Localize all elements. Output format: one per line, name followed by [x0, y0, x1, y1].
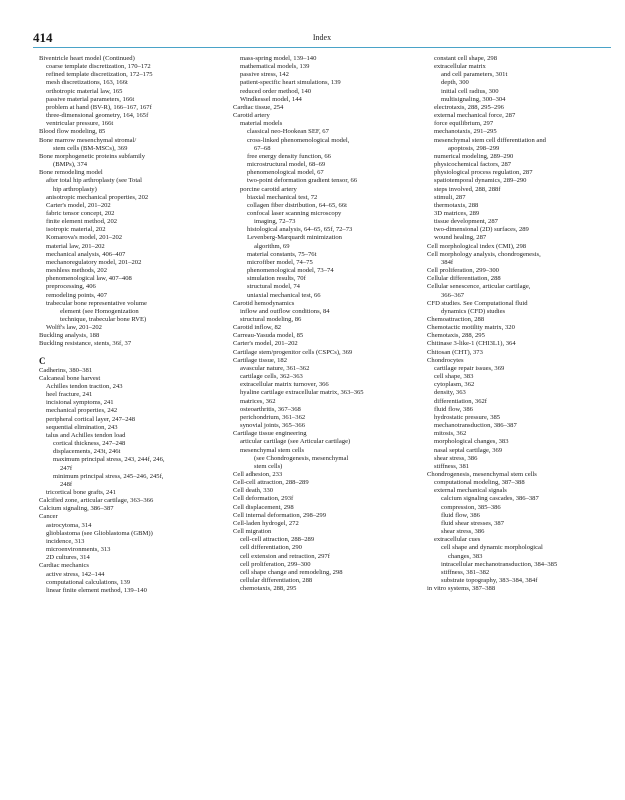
index-subentry: element (see Homogenization [60, 307, 139, 315]
index-entry: Cell-laden hydrogel, 272 [233, 519, 299, 527]
index-entry: Cellular differentiation, 288 [427, 275, 501, 283]
index-subentry: multisignaling, 300–304 [441, 95, 506, 103]
index-subentry: cell differentiation, 290 [240, 544, 302, 552]
index-entry: Carotid artery [233, 112, 270, 120]
index-entry: Chitinase 3-like-1 (CHI3L1), 364 [427, 340, 516, 348]
index-subentry: mass-spring model, 139–140 [240, 55, 317, 62]
index-subentry: fluid flow, 386 [434, 405, 473, 413]
index-subentry: calcium signaling cascades, 386–387 [441, 495, 539, 503]
index-subentry: passive stress, 142 [240, 71, 289, 79]
index-entry: Cardiac tissue, 254 [233, 103, 284, 111]
index-subentry: mitosis, 362 [434, 430, 467, 438]
index-subentry: ventricular pressure, 166t [46, 120, 114, 128]
index-subentry: structural model, 74 [247, 283, 300, 291]
index-entry: CFD studies. See Computational fluid [427, 299, 528, 307]
index-entry: Cellular senescence, articular cartilage, [427, 283, 531, 291]
index-subentry: free energy density function, 66 [247, 152, 331, 160]
index-subentry: two-dimensional (2D) surfaces, 289 [434, 226, 529, 234]
index-entry: Cadherins, 380–381 [39, 366, 93, 374]
index-subentry: confocal laser scanning microscopy [247, 209, 342, 217]
index-subentry: maximum principal stress, 243, 244f, 246, [53, 456, 165, 464]
index-subentry: three-dimensional geometry, 164, 165f [46, 112, 149, 120]
index-entry: Blood flow modeling, 85 [39, 128, 106, 136]
index-subentry: hyaline cartilage extracellular matrix, 363–365 [240, 389, 364, 397]
index-subentry: avascular nature, 361–362 [240, 364, 310, 372]
index-subentry: glioblastoma (see Glioblastoma (GBM)) [46, 529, 153, 537]
index-subentry: passive material parameters, 166t [46, 95, 135, 103]
index-subentry: morphological changes, 383 [434, 438, 509, 446]
index-subentry: Levenberg-Marquardt minimization [247, 234, 342, 242]
header-rule [33, 47, 611, 48]
index-subentry: (BMPs), 374 [53, 161, 88, 169]
index-subentry: microfiber model, 74–75 [247, 258, 313, 266]
index-subentry: orthotropic material law, 165 [46, 87, 123, 95]
index-subentry: synovial joints, 365–366 [240, 422, 306, 430]
index-subentry: thermotaxis, 288 [434, 201, 479, 209]
index-subentry: cytoplasm, 362 [434, 381, 475, 389]
index-subentry: computational modeling, 387–388 [434, 479, 525, 487]
index-subentry: collagen fiber distribution, 64–65, 66t [247, 201, 347, 209]
index-subentry: cell proliferation, 299–300 [240, 560, 311, 568]
index-subentry: constant cell shape, 298 [434, 55, 497, 62]
index-subentry: remodeling points, 407 [46, 291, 107, 299]
index-subentry: anisotropic mechanical properties, 202 [46, 193, 149, 201]
index-subentry: displacements, 243t, 246t [53, 448, 121, 456]
index-entry: Buckling analysis, 188 [39, 332, 100, 340]
index-subentry: mechanoregulatory model, 201–202 [46, 258, 142, 266]
index-entry: Bone marrow mesenchymal stromal/ [39, 136, 137, 144]
index-entry: Cell morphological index (CMI), 298 [427, 242, 527, 250]
index-subentry: spatiotemporal dynamics, 289–290 [434, 177, 527, 185]
index-subentry: fluid shear stresses, 387 [441, 519, 504, 527]
page-number: 414 [33, 30, 53, 45]
index-entry: Cell-cell attraction, 288–289 [233, 479, 309, 487]
index-entry: Chondrogenesis, mesenchymal stem cells [427, 470, 537, 478]
index-column-2 [233, 55, 424, 785]
index-subentry: minimum principal stress, 245–246, 245f, [53, 472, 164, 480]
index-subentry: dynamics (CFD) studies [441, 307, 506, 315]
index-subentry: biaxial mechanical test, 72 [247, 193, 318, 201]
index-entry: Calcium signaling, 386–387 [39, 505, 114, 513]
index-subentry: mechanotaxis, 291–295 [434, 128, 497, 136]
index-entry: Bone morphogenetic proteins subfamily [39, 152, 146, 160]
index-entry: Buckling resistance, stents, 36f, 37 [39, 340, 132, 348]
index-subentry: fabric tensor concept, 202 [46, 209, 115, 217]
index-subentry: chemotaxis, 288, 295 [240, 585, 297, 593]
index-subentry: shear stress, 386 [441, 528, 485, 536]
index-subentry: osteoarthritis, 367–368 [240, 405, 301, 413]
index-subentry: mechanical analysis, 406–407 [46, 250, 126, 258]
index-subentry: electrotaxis, 288, 295–296 [434, 103, 504, 111]
index-column-3 [427, 55, 619, 785]
index-entry: Cartilage stem/progenitor cells (CSPCs), 369 [233, 348, 353, 356]
running-head: Index [312, 33, 332, 42]
index-subentry: computational calculations, 139 [46, 578, 131, 586]
index-column-1 [39, 55, 228, 785]
index-subentry: material constants, 75–76t [247, 250, 317, 258]
index-subentry: inflow and outflow conditions, 84 [240, 307, 330, 315]
index-subentry: nasal septal cartilage, 369 [434, 446, 503, 454]
index-subentry: initial cell radius, 300 [441, 87, 499, 95]
index-entry: Cell internal deformation, 298–299 [233, 511, 327, 519]
index-subentry: incidence, 313 [46, 537, 85, 545]
index-subentry: compression, 385–386 [441, 503, 501, 511]
index-subentry: simulation results, 70f [247, 275, 306, 283]
index-subentry: mesenchymal stem cells [240, 446, 305, 454]
index-subentry: heel fracture, 241 [46, 391, 93, 399]
index-subentry: tissue development, 287 [434, 218, 498, 226]
index-subentry: technique, trabecular bone RVE) [60, 316, 147, 323]
index-subentry: perichondrium, 361–362 [240, 413, 306, 421]
index-subentry: patient-specific heart simulations, 139 [240, 79, 341, 87]
index-subentry: apoptosis, 298–299 [448, 144, 500, 152]
index-subentry: imaging, 72–73 [254, 218, 296, 226]
index-entry: Cartilage tissue engineering [233, 430, 307, 438]
index-subentry: two-point deformation gradient tensor, 66 [247, 177, 358, 185]
index-subentry: 248f [60, 480, 73, 488]
index-subentry: fluid flow, 386 [441, 511, 480, 519]
index-subentry: problem at hand (BV-R), 166–167, 167f [46, 103, 152, 111]
index-subentry: talus and Achilles tendon load [46, 431, 126, 439]
index-subentry: external mechanical signals [434, 487, 507, 495]
index-subentry: hydrostatic pressure, 385 [434, 413, 501, 421]
index-subentry: classical neo-Hookean SEF, 67 [247, 128, 329, 136]
index-entry: Carter's model, 201–202 [233, 340, 298, 348]
index-subentry: phenomenological law, 407–408 [46, 275, 132, 283]
index-entry: Carotid inflow, 82 [233, 324, 282, 332]
index-subentry: differentiation, 362f [434, 397, 487, 405]
index-subentry: porcine carotid artery [240, 185, 297, 193]
index-subentry: algorithm, 69 [254, 242, 290, 250]
index-entry: Cell morphology analysis, chondrogenesis, [427, 250, 541, 258]
index-subentry: stem cells (BM-MSCs), 369 [53, 144, 128, 152]
index-entry: Chemotaxis, 288, 295 [427, 332, 485, 340]
index-subentry: extracellular matrix [434, 63, 486, 71]
index-subentry: mesenchymal stem cell differentiation and [434, 136, 546, 144]
index-subentry: mechanotransduction, 386–387 [434, 422, 517, 430]
index-subentry: tricortical bone grafts, 241 [46, 488, 116, 496]
index-subentry: stiffness, 381 [434, 462, 470, 470]
index-entry: Carotid hemodynamics [233, 299, 295, 307]
index-subentry: mesh discretizations, 163, 166t [46, 79, 128, 87]
index-subentry: phenomenological model, 73–74 [247, 267, 334, 275]
index-subentry: stimuli, 287 [434, 193, 466, 201]
index-entry: Cell migration [233, 528, 272, 536]
index-subentry: Carter's model, 201–202 [46, 201, 111, 209]
index-subentry: Komarova's model, 201–202 [46, 234, 123, 242]
index-entry: Cell proliferation, 299–300 [427, 267, 499, 275]
index-subentry: uniaxial mechanical test, 66 [247, 291, 321, 299]
index-subentry: cortical thickness, 247–248 [53, 440, 126, 448]
index-entry: Cartilage tissue, 182 [233, 356, 288, 364]
index-subentry: shear stress, 386 [434, 454, 478, 462]
index-subentry: mathematical models, 139 [240, 63, 310, 71]
index-entry: Carreau-Yasuda model, 85 [233, 332, 304, 340]
index-subentry: 384f [441, 258, 454, 266]
index-subentry: external mechanical force, 287 [434, 112, 516, 120]
index-subentry: sequential elimination, 243 [46, 423, 118, 431]
index-subentry: (see Chondrogenesis, mesenchymal [254, 454, 349, 462]
index-subentry: physiological process regulation, 287 [434, 169, 533, 177]
index-subentry: histological analysis, 64–65, 65f, 72–73 [247, 226, 353, 234]
index-subentry: density, 363 [434, 389, 466, 397]
index-subentry: intracellular mechanotransduction, 384–385 [441, 560, 558, 568]
index-entry: Bone remodeling model [39, 169, 103, 177]
index-subentry: cartilage repair issues, 369 [434, 364, 505, 372]
index-subentry: substrate topography, 383–384, 384f [441, 577, 538, 584]
index-entry: Cardiac mechanics [39, 562, 89, 570]
index-subentry: cell-cell attraction, 288–289 [240, 536, 315, 544]
index-subentry: coarse template discretization, 170–172 [46, 63, 151, 71]
index-subentry: cartilage cells, 362–363 [240, 373, 303, 381]
index-columns [39, 55, 619, 785]
index-entry: Cell displacement, 298 [233, 503, 294, 511]
index-subentry: changes, 383 [448, 552, 483, 560]
index-subentry: cell shape change and remodeling, 298 [240, 568, 343, 576]
index-subentry: hip arthroplasty) [53, 185, 97, 193]
index-subentry: extracellular cues [434, 536, 481, 544]
section-letter: C [39, 355, 46, 366]
index-subentry: mechanical properties, 242 [46, 407, 118, 415]
index-subentry: phenomenological model, 67 [247, 169, 324, 177]
index-subentry: isotropic material, 202 [46, 226, 106, 234]
index-subentry: articular cartilage (see Articular cartilage) [240, 438, 351, 446]
index-entry: in vitro systems, 387–388 [427, 585, 496, 593]
index-subentry: linear finite element method, 139–140 [46, 586, 147, 594]
index-subentry: cell extension and retraction, 297f [240, 552, 330, 560]
index-subentry: astrocytoma, 314 [46, 521, 92, 529]
index-entry: Cell deformation, 293f [233, 495, 294, 503]
index-subentry: physicochemical factors, 287 [434, 161, 512, 169]
index-subentry: 3D matrices, 289 [434, 209, 480, 217]
index-subentry: preprocessing, 406 [46, 283, 96, 291]
index-entry: Chitosan (CHT), 373 [427, 348, 483, 356]
index-subentry: cell shape, 383 [434, 373, 474, 381]
index-subentry: wound healing, 287 [434, 234, 487, 242]
index-subentry: cross-linked phenomenological model, [247, 136, 350, 144]
index-subentry: 247f [60, 464, 73, 472]
index-subentry: depth, 300 [441, 79, 469, 87]
index-subentry: cellular differentiation, 288 [240, 577, 313, 584]
index-subentry: meshless methods, 202 [46, 267, 107, 275]
index-subentry: refined template discretization, 172–175 [46, 71, 153, 79]
index-entry: Biventricle heart model (Continued) [39, 55, 135, 62]
index-subentry: and cell parameters, 301t [441, 71, 508, 79]
index-subentry: incisional symptoms, 241 [46, 399, 114, 407]
index-subentry: structural modeling, 86 [240, 316, 302, 323]
index-subentry: reduced order method, 140 [240, 87, 312, 95]
index-subentry: stem cells) [254, 462, 283, 470]
index-subentry: 2D cultures, 314 [46, 554, 90, 562]
index-subentry: force equilibrium, 297 [434, 120, 494, 128]
index-subentry: Windkessel model, 144 [240, 95, 302, 103]
index-subentry: matrices, 362 [240, 397, 276, 405]
index-subentry: microstructural model, 68–69 [247, 161, 326, 169]
index-subentry: peripheral cortical layer, 247–248 [46, 415, 136, 423]
index-subentry: cell shape and dynamic morphological [441, 544, 543, 552]
index-subentry: numerical modeling, 289–290 [434, 152, 514, 160]
index-entry: Chemoattraction, 288 [427, 316, 485, 323]
index-subentry: microenvironments, 313 [46, 546, 111, 554]
index-subentry: finite element method, 202 [46, 218, 118, 226]
index-entry: Chemotactic motility matrix, 320 [427, 324, 515, 332]
index-subentry: steps involved, 288, 288f [434, 185, 501, 193]
index-subentry: trabecular bone representative volume [46, 299, 147, 307]
index-entry: Chondrocytes [427, 356, 464, 364]
index-subentry: extracellular matrix turnover, 366 [240, 381, 329, 389]
index-subentry: material models [240, 120, 283, 128]
index-subentry: after total hip arthroplasty (see Total [46, 177, 142, 185]
index-subentry: active stress, 142–144 [46, 570, 105, 578]
index-subentry: 366–367 [441, 291, 465, 299]
index-subentry: 67–68 [254, 144, 271, 152]
index-entry: Cell death, 330 [233, 487, 274, 495]
index-entry: Cancer [39, 513, 58, 521]
index-subentry: stiffness, 381–382 [441, 568, 490, 576]
index-subentry: material law, 201–202 [46, 242, 105, 250]
index-subentry: Wolff's law, 201–202 [46, 324, 102, 332]
index-entry: Calcaneal bone harvest [39, 374, 101, 382]
index-subentry: Achilles tendon traction, 243 [46, 382, 123, 390]
index-entry: Cell adhesion, 233 [233, 470, 283, 478]
index-entry: Calcified zone, articular cartilage, 363–366 [39, 497, 154, 505]
